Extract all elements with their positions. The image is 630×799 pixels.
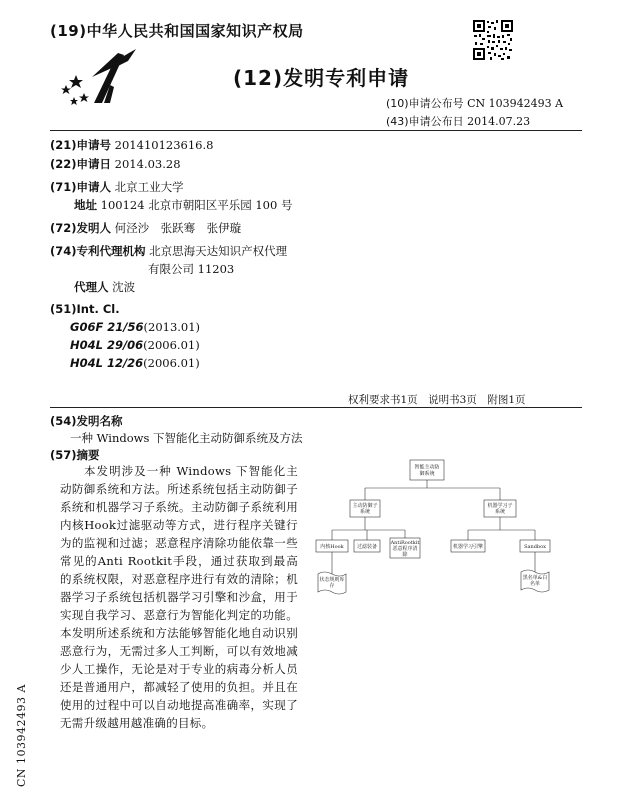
node-text: 机器学习子 [487,503,513,509]
node-text: 存 [329,583,335,589]
applicant-label: (71)申请人 [50,180,112,194]
intcl-label: (51)Int. Cl. [50,302,120,316]
invention-title: 一种 Windows 下智能化主动防御系统及方法 [70,431,303,445]
diagram-node-sandbox [520,540,550,552]
publication-date-label: (43)申请公布日 [386,115,464,128]
intcl-version: (2013.01) [143,320,201,334]
agent-row [74,279,135,295]
filing-date-label: (22)申请日 [50,157,112,171]
page-counts: 权利要求书1页 说明书3页 附图1页 [348,394,526,406]
header-divider [50,130,582,131]
system-diagram [310,455,570,605]
title-label: (54)发明名称 [50,414,123,428]
node-text: 主动防御子 [352,503,378,509]
publication-date: 2014.07.23 [467,115,531,128]
abstract-label: (57)摘要 [50,448,100,462]
diagram-node-kernel-hook [316,540,348,552]
applicant: 北京工业大学 [114,180,184,194]
intcl-code: G06F 21/56 [70,320,144,334]
agent-label: 代理人 [74,280,109,294]
applicant-row [50,179,184,195]
node-text: AntiRootkit [390,540,420,546]
node-text: 状态规则库 [319,577,345,583]
office-name: (19)中华人民共和国国家知识产权局 [50,22,304,40]
diagram-node-filter [354,540,380,552]
diagram-node-behavior-library [318,572,346,594]
qr-code-icon [472,19,514,61]
node-text: 名单 [529,581,541,587]
agent: 沈波 [112,280,136,294]
diagram-node-ml-engine [451,540,485,552]
diagram-node-active-defense [350,500,380,517]
node-text: Sandbox [524,544,546,550]
address-row [74,197,292,213]
side-publication-number: CN 103942493 A [15,684,28,787]
publication-date-row [386,113,530,129]
diagram-node-anti-rootkit [390,538,420,558]
application-number-row [50,137,213,153]
inventors-row [50,220,241,236]
intcl-code: H04L 29/06 [70,338,144,352]
intcl-entry [70,320,200,334]
intcl-entry [70,356,200,370]
cnipa-logo [48,45,148,110]
section-divider [50,407,582,408]
intcl-entry [70,338,200,352]
filing-date-row [50,156,181,172]
node-text: 过滤装备 [356,544,378,550]
abstract-text: 本发明涉及一种 Windows 下智能化主动防御系统和方法。所述系统包括主动防御子系统和机器学习子系统。主动防御子系统利用内核Hook过滤驱动等方式，进行程序关键行为的监视和过滤；恶意程序清除功能依靠一些常见的Anti Rootkit手段，通过获取到最高的系统权限，对恶意程序进行有效的清除；机器学习子系统包括机器学习引擎和沙盒，用于实现自我学习、恶意行为智能化判定的功能。本发明所述系统和方法能够智能化地自动识别恶意行为，无需过多人工判断，可以有效地减少人工操作，无论是对于专业的病毒分析人员还是普通用户，都减轻了使用的负担。并且在使用的过程中可以自动地提高准确率，实现了无需升级越用越准确的目标。 [60,464,298,730]
node-text: 系统 [494,509,506,515]
inventors-label: (72)发明人 [50,221,112,235]
node-text: 御系统 [419,471,435,477]
agency-line-1: 北京思海天达知识产权代理 [149,244,288,258]
diagram-node-root [410,460,444,480]
node-text: 除 [402,552,408,558]
address-label: 地址 [74,198,97,212]
publication-number-label: (10)申请公布号 [386,97,464,110]
node-text: 机器学习引擎 [452,544,484,550]
agency-line-2: 有限公司 11203 [148,262,235,276]
filing-date: 2014.03.28 [114,157,181,171]
diagram-node-black-white-list [521,570,549,592]
diagram-node-machine-learning [484,500,516,517]
intcl-version: (2006.01) [143,356,200,370]
agency-row [50,243,287,259]
node-text: 系统 [359,509,371,515]
publication-number-row [386,95,563,111]
document-type: (12)发明专利申请 [233,66,410,90]
application-number: 201410123616.8 [114,138,214,152]
node-text: 内核Hook [320,544,344,550]
publication-number: CN 103942493 A [467,97,564,110]
intcl-version: (2006.01) [143,338,200,352]
node-text: 恶意程序清 [392,546,418,552]
application-number-label: (21)申请号 [50,138,112,152]
agency-label: (74)专利代理机构 [50,244,146,258]
address: 100124 北京市朝阳区平乐园 100 号 [100,198,293,212]
node-text: 黑名单&白 [522,575,548,581]
inventors: 何泾沙 张跃骞 张伊璇 [114,221,242,235]
node-text: 智能主动防 [414,464,440,471]
intcl-code: H04L 12/26 [70,356,144,370]
